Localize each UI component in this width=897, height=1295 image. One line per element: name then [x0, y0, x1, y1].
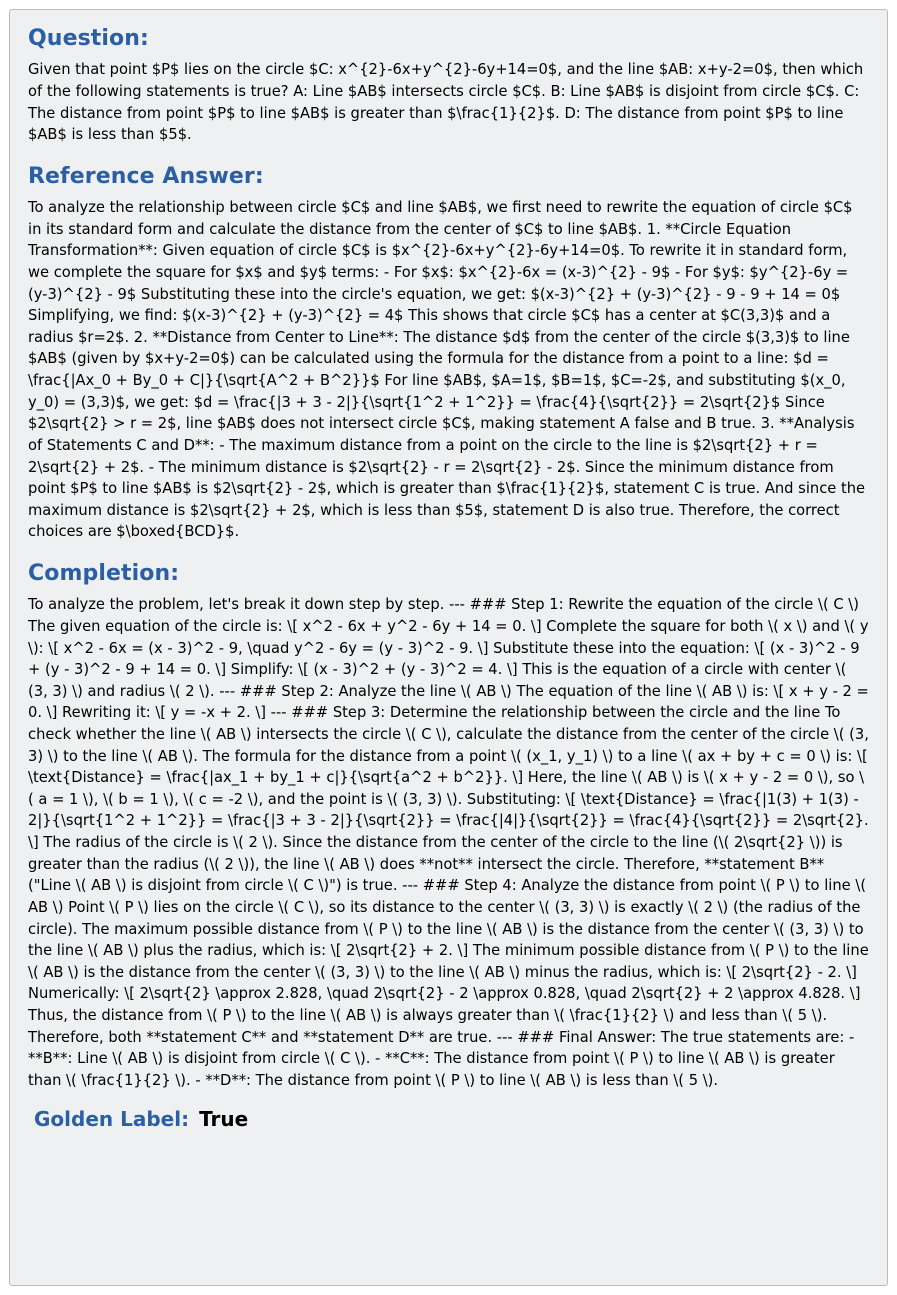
- completion-text: To analyze the problem, let's break it down step by step. --- ### Step 1: Rewrite the equation of the circle \( C \) The given equation of the circle is: \[ x^2 - 6x + y^2 - 6y + 14 = 0. \] Complete the square for both \( x \) and \( y \): \[ x^2 - 6x = (x - 3)^2 - 9, \quad y^2 - 6y = (y - 3)^2 - 9. \] Substitute these into the equation: \[ (x - 3)^2 - 9 + (y - 3)^2 - 9 + 14 = 0. \] Simplify: \[ (x - 3)^2 + (y - 3)^2 = 4. \] This is the equation of a circle with center \( (3, 3) \) and radius \( 2 \). --- ### Step 2: Analyze the line \( AB \) The equation of the line \( AB \) is: \[ x + y - 2 = 0. \] Rewriting it: \[ y = -x + 2. \] --- ### Step 3: Determine the relationship between the circle and the line To check whether the line \( AB \) intersects the circle \( C \), calculate the distance from the center of the circle \( (3, 3) \) to the line \( AB \). The formula for the distance from a point \( (x_1, y_1) \) to a line \( ax + by + c = 0 \) is: \[ \text{Distance} = \frac{|ax_1 + by_1 + c|}{\sqrt{a^2 + b^2}}. \] Here, the line \( AB \) is \( x + y - 2 = 0 \), so \( a = 1 \), \( b = 1 \), \( c = -2 \), and the point is \( (3, 3) \). Substituting: \[ \text{Distance} = \frac{|1(3) + 1(3) - 2|}{\sqrt{1^2 + 1^2}} = \frac{|3 + 3 - 2|}{\sqrt{2}} = \frac{|4|}{\sqrt{2}} = \frac{4}{\sqrt{2}} = 2\sqrt{2}. \] The radius of the circle is \( 2 \). Since the distance from the center of the circle to the line (\( 2\sqrt{2} \)) is greater than the radius (\( 2 \)), the line \( AB \) does **not** intersect the circle. Therefore, **statement B** ("Line \( AB \) is disjoint from circle \( C \)") is true. --- ### Step 4: Analyze the distance from point \( P \) to line \( AB \) Point \( P \) lies on the circle \( C \), so its distance to the center \( (3, 3) \) is exactly \( 2 \) (the radius of the circle). The maximum possible distance from \( P \) to the line \( AB \) is the distance from the center \( (3, 3) \) to the line \( AB \) plus the radius, which is: \[ 2\sqrt{2} + 2. \] The minimum possible distance from \( P \) to the line \( AB \) is the distance from the center \( (3, 3) \) to the line \( AB \) minus the radius, which is: \[ 2\sqrt{2} - 2. \] Numerically: \[ 2\sqrt{2} \approx 2.828, \quad 2\sqrt{2} - 2 \approx 0.828, \quad 2\sqrt{2} + 2 \approx 4.828. \] Thus, the distance from \( P \) to the line \( AB \) is always greater than \( \frac{1}{2} \) and less than \( 5 \). Therefore, both **statement C** and **statement D** are true. --- ### Final Answer: The true statements are: - **B**: Line \( AB \) is disjoint from circle \( C \). - **C**: The distance from point \( P \) to line \( AB \) is greater than \( \frac{1}{2} \). - **D**: The distance from point \( P \) to line \( AB \) is less than \( 5 \).: [28, 596, 869, 1089]
- question-heading: Question:: [28, 26, 149, 51]
- golden-label-row: [28, 1107, 869, 1131]
- question-text: Given that point $P$ lies on the circle $C: x^{2}-6x+y^{2}-6y+14=0$, and the line $AB: x+y-2=0$, then which of the following statements is true? A: Line $AB$ intersects circle $C$. B: Line $AB$ is disjoint from circle $C$. C: The distance from point $P$ to line $AB$ is greater than $\frac{1}{2}$. D: The distance from point $P$ to line $AB$ is less than $5$.: [28, 61, 864, 144]
- content-card: [9, 9, 888, 1286]
- golden-label-value: True: [199, 1107, 249, 1132]
- reference-answer-heading: Reference Answer:: [28, 163, 264, 189]
- golden-label-title: Golden Label:: [34, 1107, 190, 1132]
- completion-heading: Completion:: [28, 560, 180, 586]
- reference-answer-text: To analyze the relationship between circle $C$ and line $AB$, we first need to rewrite the equation of circle $C$ in its standard form and calculate the distance from the center of $C$ to line $AB$. 1. **Circle Equation Transformation**: Given equation of circle $C$ is $x^{2}-6x+y^{2}-6y+14=0$. To rewrite it in standard form, we complete the square for $x$ and $y$ terms: - For $x$: $x^{2}-6x = (x-3)^{2} - 9$ - For $y$: $y^{2}-6y = (y-3)^{2} - 9$ Substituting these into the circle's equation, we get: $(x-3)^{2} + (y-3)^{2} - 9 - 9 + 14 = 0$ Simplifying, we find: $(x-3)^{2} + (y-3)^{2} = 4$ This shows that circle $C$ has a center at $C(3,3)$ and a radius $r=2$. 2. **Distance from Center to Line**: The distance $d$ from the center of the circle $(3,3)$ to line $AB$ (given by $x+y-2=0$) can be calculated using the formula for the distance from a point to a line: $d = \frac{|Ax_0 + By_0 + C|}{\sqrt{A^2 + B^2}}$ For line $AB$, $A=1$, $B=1$, $C=-2$, and substituting $(x_0, y_0) = (3,3)$, we get: $d = \frac{|3 + 3 - 2|}{\sqrt{1^2 + 1^2}} = \frac{4}{\sqrt{2}} = 2\sqrt{2}$ Since $2\sqrt{2} > r = 2$, line $AB$ does not intersect circle $C$, making statement A false and B true. 3. **Analysis of Statements C and D**: - The maximum distance from a point on the circle to the line is $2\sqrt{2} + r = 2\sqrt{2} + 2$. - The minimum distance is $2\sqrt{2} - r = 2\sqrt{2} - 2$. Since the minimum distance from point $P$ to line $AB$ is $2\sqrt{2} - 2$, which is greater than $\frac{1}{2}$, statement C is true. And since the maximum distance is $2\sqrt{2} + 2$, which is less than $5$, statement D is also true. Therefore, the correct choices are $\boxed{BCD}$.: [28, 199, 866, 541]
